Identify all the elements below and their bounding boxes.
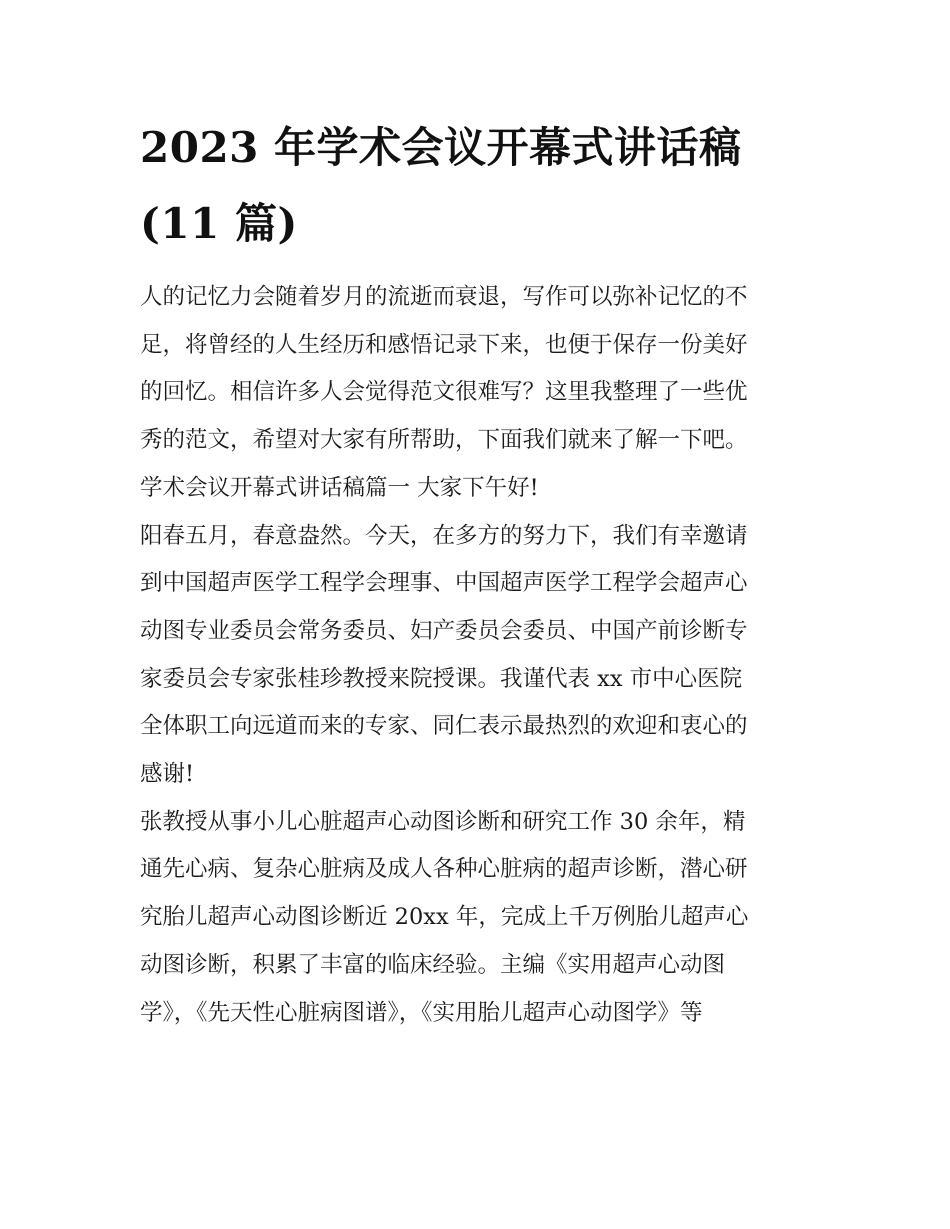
text-line: 阳春五月，春意盎然。今天，在多方的努力下，我们有幸邀请	[140, 522, 748, 549]
text-line: 人的记忆力会随着岁月的流逝而衰退，写作可以弥补记忆的不	[140, 284, 748, 310]
section-heading-line: 学术会议开幕式讲话稿篇一 大家下午好!	[140, 474, 539, 501]
text-line: 的回忆。相信许多人会觉得范文很难写？这里我整理了一些优	[140, 379, 748, 406]
text-line: 家委员会专家张桂珍教授来院授课。我谨代表 xx 市中心医院	[140, 665, 743, 692]
document-body	[140, 274, 830, 1037]
text-line: 究胎儿超声心动图诊断近 20xx 年，完成上千万例胎儿超声心	[140, 904, 749, 931]
text-line: 足，将曾经的人生经历和感悟记录下来，也便于保存一份美好	[140, 331, 748, 358]
document-title	[140, 110, 830, 262]
title-line: 2023 年学术会议开幕式讲话稿	[140, 123, 742, 172]
text-line: 秀的范文，希望对大家有所帮助，下面我们就来了解一下吧。	[140, 427, 748, 454]
text-line: 到中国超声医学工程学会理事、中国超声医学工程学会超声心	[140, 570, 748, 597]
title-line: (11 篇)	[140, 199, 298, 248]
text-line: 全体职工向远道而来的专家、同仁表示最热烈的欢迎和衷心的	[140, 713, 748, 740]
text-line: 张教授从事小儿心脏超声心动图诊断和研究工作 30 余年，精	[140, 808, 746, 835]
text-line: 动图专业委员会常务委员、妇产委员会委员、中国产前诊断专	[140, 617, 748, 644]
text-line: 学》，《先天性心脏病图谱》，《实用胎儿超声心动图学》等	[140, 999, 703, 1026]
document-content	[140, 110, 830, 1037]
text-line: 感谢!	[140, 761, 195, 788]
text-line: 通先心病、复杂心脏病及成人各种心脏病的超声诊断，潜心研	[140, 856, 748, 883]
text-line: 动图诊断，积累了丰富的临床经验。主编《实用超声心动图	[140, 951, 726, 978]
